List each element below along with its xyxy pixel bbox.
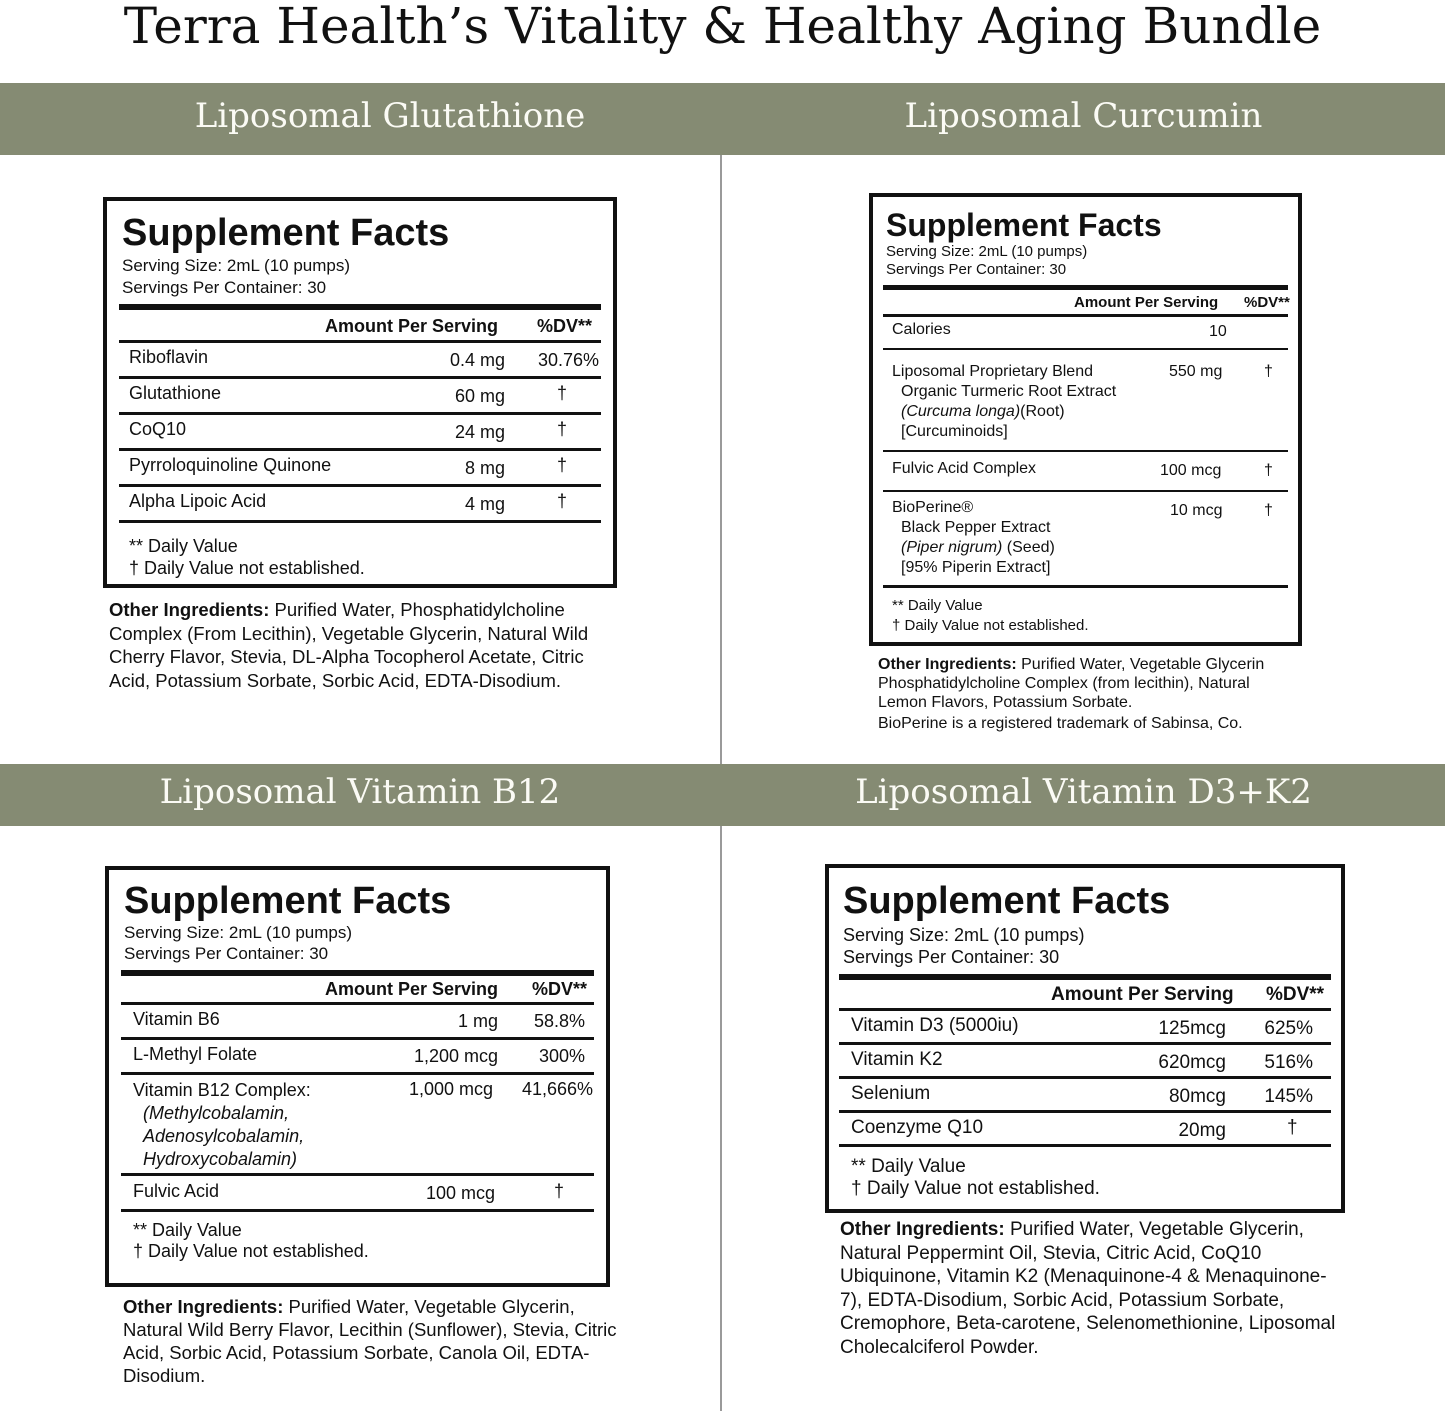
fulvic-amount: 100 mcg [1160, 462, 1222, 479]
b12-complex-row [121, 1075, 594, 1173]
amount-header: Amount Per Serving [325, 316, 499, 336]
footnotes [839, 1147, 1331, 1200]
nutrient-dv: 145% [1264, 1086, 1313, 1107]
dv-header: %DV** [1266, 984, 1325, 1005]
supplement-facts-b12 [105, 866, 610, 1287]
nutrient-name: Vitamin D3 (5000iu) [851, 1015, 1019, 1036]
other-ingredients-glutathione [109, 598, 624, 692]
other-ingredients-curcumin [878, 655, 1298, 733]
nutrient-name: Alpha Lipoic Acid [129, 491, 267, 511]
nutrient-amount: 24 mg [454, 422, 505, 442]
footnote-daily-value: ** Daily Value [892, 597, 983, 614]
fulvic-dv: † [554, 1181, 565, 1201]
fulvic-name: Fulvic Acid [133, 1181, 220, 1201]
other-ingredients-label: Other Ingredients: [123, 1296, 284, 1317]
nutrient-row [119, 487, 601, 520]
bioperine-sub-1: Black Pepper Extract [901, 519, 1051, 536]
nutrient-row [839, 1079, 1331, 1110]
bioperine-row [883, 492, 1288, 585]
footnote-not-established: † Daily Value not established. [851, 1178, 1100, 1199]
b12-complex-dv: 41,666% [522, 1079, 594, 1099]
nutrient-dv: † [557, 419, 568, 439]
supplement-facts-curcumin [869, 193, 1302, 646]
blend-sub-1: Organic Turmeric Root Extract [901, 383, 1117, 400]
nutrient-amount: 8 mg [464, 458, 505, 478]
bioperine-part: (Seed) [1002, 539, 1055, 556]
dv-header: %DV** [1244, 294, 1290, 311]
bioperine-sub-2 [901, 538, 1055, 558]
nutrient-amount: 0.4 mg [449, 350, 505, 370]
nutrient-amount: 80mcg [1168, 1086, 1226, 1107]
column-header [119, 310, 601, 340]
fulvic-row [121, 1176, 594, 1209]
blend-row [883, 350, 1288, 450]
trademark-note: BioPerine is a registered trademark of Sabinsa, Co. [878, 715, 1243, 732]
nutrient-row [121, 1040, 594, 1072]
blend-part: (Root) [1020, 403, 1065, 420]
facts-title: Supplement Facts [124, 880, 452, 922]
blend-name: Liposomal Proprietary Blend [892, 363, 1093, 380]
b12-complex-sub-2: Adenosylcobalamin, [143, 1126, 305, 1146]
column-header [883, 290, 1288, 314]
nutrient-amount: 60 mg [454, 386, 505, 406]
bioperine-sub-3: [95% Piperin Extract] [901, 559, 1051, 576]
nutrient-row [121, 1005, 594, 1037]
nutrient-name: Selenium [851, 1083, 931, 1104]
fulvic-dv: † [1264, 462, 1273, 479]
nutrient-dv: 300% [538, 1046, 585, 1066]
nutrient-row [839, 1113, 1331, 1144]
facts-title: Supplement Facts [886, 207, 1162, 243]
other-ingredients-label: Other Ingredients: [840, 1219, 1005, 1240]
serving-size: Serving Size: 2mL (10 pumps) [886, 243, 1088, 260]
footnote-not-established: † Daily Value not established. [133, 1241, 369, 1261]
nutrient-dv: 30.76% [537, 350, 599, 370]
nutrient-dv: 58.8% [533, 1011, 585, 1031]
other-ingredients-text: Purified Water, Vegetable Glycerin Phosphatidylcholine Complex (from lecithin), Natural Lemon Flavors, Potassium Sorbate. [878, 656, 1265, 711]
bioperine-latin: (Piper nigrum) [901, 539, 1003, 556]
blend-sub-2 [901, 402, 1065, 422]
product-title-d3k2: Liposomal Vitamin D3+K2 [855, 772, 1312, 812]
nutrient-amount: 125mcg [1158, 1018, 1226, 1039]
other-ingredients-text: Purified Water, Vegetable Glycerin, Natural Wild Berry Flavor, Lecithin (Sunflower), Stevia, Citric Acid, Sorbic Acid, Potassium Sorbate, Canola Oil, EDTA-Disodium. [123, 1296, 617, 1386]
other-ingredients-d3k2 [840, 1218, 1340, 1359]
vertical-divider-top [720, 155, 722, 764]
nutrient-row [119, 415, 601, 448]
vertical-divider-bottom [720, 826, 722, 1411]
other-ingredients-label: Other Ingredients: [109, 599, 270, 620]
footnote-daily-value: ** Daily Value [851, 1156, 966, 1177]
serving-size: Serving Size: 2mL (10 pumps) [122, 256, 351, 275]
bioperine-name: BioPerine® [892, 499, 974, 516]
product-title-b12: Liposomal Vitamin B12 [159, 772, 561, 812]
bioperine-dv: † [1264, 502, 1273, 519]
footnotes [883, 588, 1288, 636]
dv-header: %DV** [532, 979, 588, 999]
blend-latin: (Curcuma longa) [901, 403, 1021, 420]
footnotes [119, 523, 601, 579]
nutrient-amount: 620mcg [1158, 1052, 1226, 1073]
servings-per-container: Servings Per Container: 30 [843, 947, 1060, 967]
nutrient-row [839, 1045, 1331, 1076]
nutrient-row [119, 451, 601, 484]
footnote-not-established: † Daily Value not established. [129, 558, 365, 578]
nutrient-dv: † [557, 455, 568, 475]
fulvic-name: Fulvic Acid Complex [892, 460, 1037, 477]
nutrient-row [119, 343, 601, 376]
b12-complex-sub-1: (Methylcobalamin, [143, 1103, 290, 1123]
header-band-top [0, 83, 1445, 155]
fulvic-row [883, 452, 1288, 490]
supplement-facts-d3k2 [825, 864, 1345, 1213]
nutrient-dv: † [557, 491, 568, 511]
amount-header: Amount Per Serving [1074, 294, 1219, 311]
footnote-not-established: † Daily Value not established. [892, 617, 1089, 634]
nutrient-row [839, 1011, 1331, 1042]
b12-complex-name: Vitamin B12 Complex: [133, 1080, 311, 1100]
servings-per-container: Servings Per Container: 30 [122, 278, 327, 297]
b12-complex-amount: 1,000 mcg [409, 1079, 494, 1099]
facts-title: Supplement Facts [843, 880, 1171, 922]
other-ingredients-text: Purified Water, Vegetable Glycerin, Natural Peppermint Oil, Stevia, Citric Acid, CoQ10 Ubiquinone, Vitamin K2 (Menaquinone-4 & Menaquinone-7), EDTA-Disodium, Sorbic Acid, Potassium Sorbate, Cremophore, Beta-carotene, Selenomethionine, Liposomal Cholecalciferol Powder. [840, 1219, 1336, 1358]
supplement-facts-glutathione [103, 197, 617, 588]
facts-title: Supplement Facts [122, 212, 450, 254]
nutrient-name: L-Methyl Folate [133, 1044, 258, 1064]
blend-dv: † [1264, 363, 1273, 380]
servings-per-container: Servings Per Container: 30 [124, 944, 329, 963]
serving-size: Serving Size: 2mL (10 pumps) [124, 923, 353, 942]
blend-sub-3: [Curcuminoids] [901, 423, 1008, 440]
fulvic-amount: 100 mcg [426, 1183, 496, 1203]
other-ingredients-label: Other Ingredients: [878, 656, 1017, 673]
nutrient-name: Vitamin B6 [133, 1009, 220, 1029]
dv-header: %DV** [537, 316, 593, 336]
footnotes [121, 1212, 594, 1262]
amount-header: Amount Per Serving [325, 979, 499, 999]
calories-value: 10 [1209, 323, 1227, 340]
nutrient-dv: 516% [1264, 1052, 1313, 1073]
column-header [121, 976, 594, 1002]
nutrient-name: Glutathione [129, 383, 222, 403]
b12-complex-sub-3: Hydroxycobalamin) [143, 1149, 298, 1169]
column-header [839, 980, 1331, 1008]
servings-per-container: Servings Per Container: 30 [886, 261, 1067, 278]
blend-amount: 550 mg [1169, 363, 1223, 380]
nutrient-amount: 1,200 mcg [413, 1046, 498, 1066]
nutrient-name: Coenzyme Q10 [851, 1117, 984, 1138]
nutrient-name: Riboflavin [129, 347, 209, 367]
nutrient-name: Vitamin K2 [851, 1049, 943, 1070]
header-band-bottom [0, 764, 1445, 826]
nutrient-dv: † [1287, 1117, 1298, 1138]
product-title-glutathione: Liposomal Glutathione [194, 96, 586, 136]
nutrient-name: Pyrroloquinoline Quinone [129, 455, 332, 475]
nutrient-name: CoQ10 [129, 419, 187, 439]
nutrient-amount: 20mg [1178, 1120, 1226, 1141]
product-title-curcumin: Liposomal Curcumin [904, 96, 1263, 136]
nutrient-amount: 4 mg [464, 494, 505, 514]
serving-size: Serving Size: 2mL (10 pumps) [843, 925, 1085, 945]
other-ingredients-b12 [123, 1295, 623, 1387]
amount-header: Amount Per Serving [1051, 984, 1234, 1005]
other-ingredients-text: Purified Water, Phosphatidylcholine Complex (From Lecithin), Vegetable Glycerin, Natural Wild Cherry Flavor, Stevia, DL-Alpha Tocopherol Acetate, Citric Acid, Potassium Sorbate, Sorbic Acid, EDTA-Disodium. [109, 599, 589, 691]
nutrient-row [119, 379, 601, 412]
footnote-daily-value: ** Daily Value [133, 1220, 242, 1240]
nutrient-amount: 1 mg [457, 1011, 498, 1031]
footnote-daily-value: ** Daily Value [129, 536, 238, 556]
page-title: Terra Health’s Vitality & Healthy Aging Bundle [123, 0, 1322, 55]
calories-label: Calories [892, 321, 951, 338]
calories-row [883, 317, 1288, 348]
nutrient-dv: 625% [1264, 1018, 1313, 1039]
nutrient-dv: † [557, 383, 568, 403]
bioperine-amount: 10 mcg [1170, 502, 1223, 519]
